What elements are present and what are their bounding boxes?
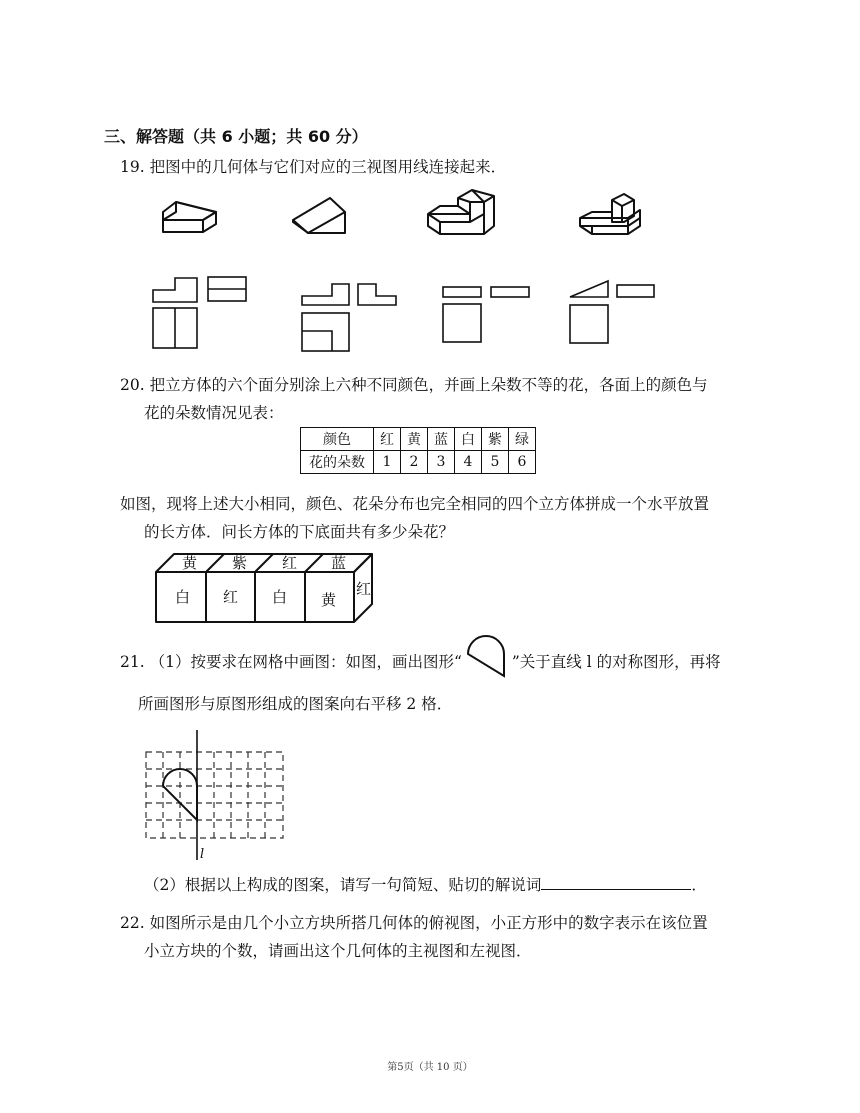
table-cell: 5 bbox=[482, 451, 509, 474]
cube-front-label: 白 bbox=[175, 588, 191, 606]
question-21-part-2 bbox=[144, 870, 707, 900]
question-22-line-1: 22. 如图所示是由几个小立方块所搭几何体的俯视图，小正方形中的数字表示在该位置 bbox=[120, 914, 708, 932]
table-cell: 6 bbox=[509, 451, 536, 474]
page-footer: 第5页（共 10 页） bbox=[387, 1062, 473, 1073]
table-cell: 绿 bbox=[509, 428, 536, 451]
cube-front-label: 白 bbox=[272, 588, 288, 606]
table-cell: 1 bbox=[374, 451, 401, 474]
table-header-count: 花的朵数 bbox=[301, 451, 374, 474]
cube-top-label: 黄 bbox=[182, 554, 198, 572]
table-cell: 红 bbox=[374, 428, 401, 451]
table-cell: 4 bbox=[455, 451, 482, 474]
question-20-line-3: 如图，现将上述大小相同，颜色、花朵分布也完全相同的四个立方体拼成一个水平放置 bbox=[120, 495, 710, 513]
cube-front-label: 黄 bbox=[321, 591, 337, 609]
question-21-line-1-start: 21. （1）按要求在网格中画图：如图，画出图形“ bbox=[120, 653, 462, 671]
cube-top-label: 紫 bbox=[232, 554, 248, 572]
table-cell: 蓝 bbox=[428, 428, 455, 451]
answer-blank[interactable] bbox=[541, 871, 691, 890]
question-20-line-2: 花的朵数情况见表： bbox=[144, 404, 284, 422]
table-cell: 3 bbox=[428, 451, 455, 474]
table-cell: 2 bbox=[401, 451, 428, 474]
question-22-line-2: 小立方块的个数，请画出这个几何体的主视图和左视图． bbox=[144, 942, 532, 960]
cube-top-label: 蓝 bbox=[331, 554, 347, 572]
question-20-line-4: 的长方体．问长方体的下底面共有多少朵花？ bbox=[144, 523, 455, 541]
cube-side-label: 红 bbox=[356, 580, 372, 598]
question-21-part-2-text: （2）根据以上构成的图案，请写一句简短、贴切的解说词 bbox=[144, 876, 542, 894]
question-19-text: 19. 把图中的几何体与它们对应的三视图用线连接起来． bbox=[120, 158, 507, 176]
cube-top-label: 红 bbox=[282, 554, 298, 572]
cube-front-label: 红 bbox=[223, 588, 239, 606]
table-cell: 黄 bbox=[401, 428, 428, 451]
section-title: 三、解答题（共 6 小题；共 60 分） bbox=[104, 127, 368, 146]
question-21-part-2-end: ． bbox=[691, 876, 707, 894]
question-21-line-1-end: ”关于直线 l 的对称图形，再将 bbox=[511, 653, 721, 671]
question-21-line-2: 所画图形与原图形组成的图案向右平移 2 格． bbox=[138, 695, 453, 713]
table-cell: 白 bbox=[455, 428, 482, 451]
table-header-color: 颜色 bbox=[301, 428, 374, 451]
table-cell: 紫 bbox=[482, 428, 509, 451]
line-l-label: l bbox=[200, 847, 205, 862]
question-20-line-1: 20. 把立方体的六个面分别涂上六种不同颜色，并画上朵数不等的花，各面上的颜色与 bbox=[120, 376, 708, 394]
